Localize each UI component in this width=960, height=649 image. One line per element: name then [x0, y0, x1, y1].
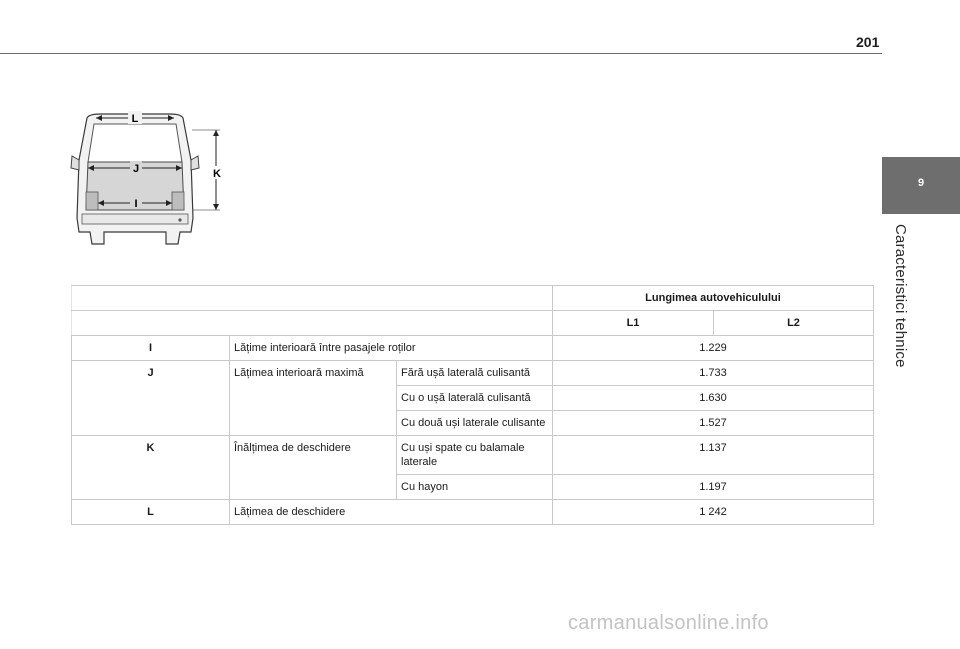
- row-condition: Cu uși spate cu balamale laterale: [397, 436, 553, 475]
- right-mirror: [191, 156, 199, 170]
- header-divider: [0, 53, 882, 54]
- label-I: I: [134, 198, 138, 210]
- left-mirror: [71, 156, 79, 170]
- row-letter: I: [72, 336, 230, 361]
- row-letter: K: [72, 436, 230, 500]
- row-description: Înălțimea de deschidere: [230, 436, 397, 500]
- van-rear-dimensions-diagram: [70, 110, 235, 250]
- label-L: L: [131, 113, 139, 125]
- label-J: J: [132, 163, 140, 175]
- row-condition: Fără ușă laterală culisantă: [397, 361, 553, 386]
- row-description: Lățime interioară între pasajele roților: [230, 336, 553, 361]
- row-value: 1.197: [553, 475, 874, 500]
- row-value: 1 242: [553, 500, 874, 525]
- row-value: 1.733: [553, 361, 874, 386]
- table-row: [72, 436, 874, 475]
- row-value: 1.137: [553, 436, 874, 475]
- table-columns-row: [72, 311, 874, 336]
- table-row: [72, 361, 874, 386]
- table-row: [72, 500, 874, 525]
- table-header-row: [72, 286, 874, 311]
- row-letter: J: [72, 361, 230, 436]
- column-l1: L1: [553, 311, 714, 336]
- label-K: K: [213, 168, 221, 180]
- rear-bumper: [82, 214, 188, 224]
- chapter-number: 9: [917, 177, 925, 189]
- column-l2: L2: [714, 311, 874, 336]
- chapter-title: Caracteristici tehnice: [892, 224, 909, 368]
- rear-window: [88, 124, 182, 162]
- row-description: Lățimea interioară maximă: [230, 361, 397, 436]
- watermark: carmanualsonline.info: [568, 612, 769, 634]
- table-row: [72, 336, 874, 361]
- chapter-tab[interactable]: [882, 157, 960, 214]
- row-condition: Cu hayon: [397, 475, 553, 500]
- row-description: Lățimea de deschidere: [230, 500, 553, 525]
- dimensions-table: [71, 285, 874, 525]
- row-value: 1.229: [553, 336, 874, 361]
- table-header: Lungimea autovehiculului: [553, 286, 874, 311]
- row-value: 1.630: [553, 386, 874, 411]
- row-condition: Cu o ușă laterală culisantă: [397, 386, 553, 411]
- row-letter: L: [72, 500, 230, 525]
- page-number: 201: [856, 34, 880, 50]
- row-condition: Cu două uși laterale culisante: [397, 411, 553, 436]
- row-value: 1.527: [553, 411, 874, 436]
